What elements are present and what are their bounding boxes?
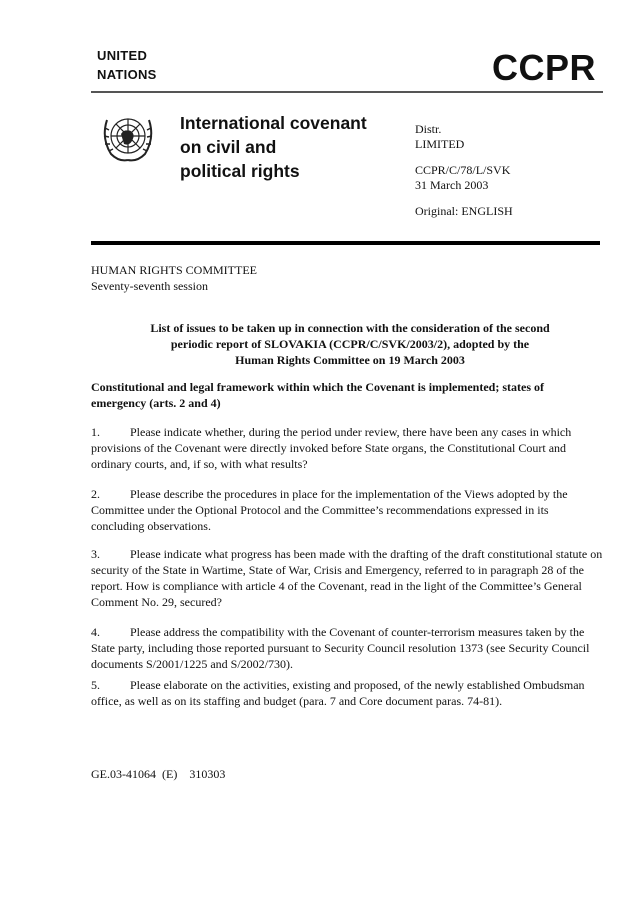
distribution-metadata xyxy=(415,122,513,219)
paragraph-number: 4. xyxy=(91,625,100,639)
paragraph-text: Please elaborate on the activities, existing and proposed, of the newly established Ombudsman office, as well as on its staffing and budget (para. 7 and Core document paras. 74-81). xyxy=(91,678,585,708)
committee-session: Seventy-seventh session xyxy=(91,279,208,293)
paragraph-4 xyxy=(91,624,603,672)
title-line-3: political rights xyxy=(180,161,300,181)
heading-line-1: List of issues to be taken up in connection with the consideration of the second xyxy=(150,321,550,335)
title-divider xyxy=(91,241,600,245)
distr-label: Distr. xyxy=(415,122,442,136)
paragraph-number: 3. xyxy=(91,547,100,561)
document-title xyxy=(180,111,367,183)
heading-line-3: Human Rights Committee on 19 March 2003 xyxy=(235,353,465,367)
paragraph-text: Please describe the procedures in place for the implementation of the Views adopted by the Committee under the Optional Protocol and the Committee’s recommendations expressed in its concluding observations. xyxy=(91,487,568,533)
footer-code: GE.03-41064 (E) 310303 xyxy=(91,767,226,781)
un-emblem-icon xyxy=(97,110,159,166)
organization-name xyxy=(97,46,157,84)
paragraph-number: 2. xyxy=(91,487,100,501)
doc-symbol: CCPR/C/78/L/SVK xyxy=(415,163,511,177)
paragraph-number: 5. xyxy=(91,678,100,692)
committee-name: HUMAN RIGHTS COMMITTEE xyxy=(91,263,257,277)
paragraph-text: Please indicate what progress has been made with the drafting of the draft constitutional statute on security of the State in Wartime, State of War, Crisis and Emergency, referred to in paragraph 28 of the report. How is compliance with article 4 of the Covenant, read in the light of the Committee’s General Comment No. 29, secured? xyxy=(91,547,603,609)
paragraph-text: Please address the compatibility with the Covenant of counter-terrorism measures taken by the State party, including those reported pursuant to Security Council resolution 1373 (see Security Council documents S/2001/1225 and S/2002/730). xyxy=(91,625,590,671)
paragraph-1 xyxy=(91,424,603,472)
title-line-1: International covenant xyxy=(180,113,367,133)
paragraph-3 xyxy=(91,546,603,610)
heading-line-2: periodic report of SLOVAKIA (CCPR/C/SVK/2003/2), adopted by the xyxy=(170,337,530,351)
org-line-1: UNITED xyxy=(97,48,148,63)
doc-date: 31 March 2003 xyxy=(415,178,489,192)
paragraph-number: 1. xyxy=(91,425,100,439)
paragraph-2 xyxy=(91,486,603,534)
org-line-2: NATIONS xyxy=(97,67,157,82)
distr-value: LIMITED xyxy=(415,137,465,151)
original-language: Original: ENGLISH xyxy=(415,204,513,218)
committee-info xyxy=(91,262,601,294)
title-line-2: on civil and xyxy=(180,137,277,157)
list-of-issues-heading xyxy=(120,320,580,368)
header-divider xyxy=(91,91,603,93)
document-symbol-large: CCPR xyxy=(491,47,596,88)
paragraph-5 xyxy=(91,677,603,709)
section-heading: Constitutional and legal framework within which the Covenant is implemented; states of emergency (arts. 2 and 4) xyxy=(91,380,544,410)
paragraph-text: Please indicate whether, during the period under review, there have been any cases in which provisions of the Covenant were directly invoked before State organs, the Constitutional Court and ordinary courts, and, if so, with what results? xyxy=(91,425,572,471)
